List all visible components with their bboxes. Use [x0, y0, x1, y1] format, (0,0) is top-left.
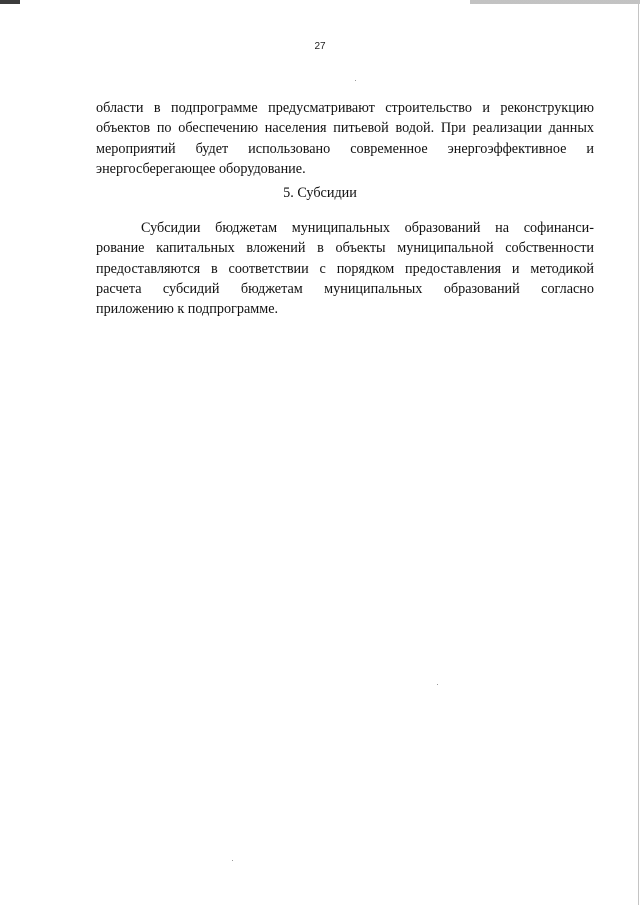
section-heading: 5. Субсидии	[283, 185, 357, 201]
scan-speck	[355, 80, 356, 81]
subsidies-line: расчета субсидий бюджетам муниципальных образований согласно	[96, 280, 594, 297]
scan-speck	[232, 860, 233, 861]
intro-line: объектов по обеспечению населения питьевой водой. При реализации данных	[96, 120, 594, 137]
scan-speck	[437, 684, 438, 685]
subsidies-line: Субсидии бюджетам муниципальных образований на софинанси-	[141, 220, 594, 236]
intro-line: энергосберегающее оборудование.	[96, 160, 306, 177]
subsidies-line: предоставляются в соответствии с порядком предоставления и методикой	[96, 260, 594, 277]
intro-paragraph	[96, 98, 594, 179]
scan-edge-right	[638, 0, 639, 905]
subsidies-paragraph	[96, 218, 594, 319]
subsidies-line: приложению к подпрограмме.	[96, 301, 279, 318]
intro-line: мероприятий будет использовано современное энергоэффективное и	[96, 140, 594, 157]
page-number: 27	[314, 41, 326, 52]
intro-line: области в подпрограмме предусматривают строительство и реконструкцию	[96, 100, 594, 116]
subsidies-line: рование капитальных вложений в объекты муниципальной собственности	[96, 240, 594, 257]
scan-edge-top	[0, 0, 640, 4]
